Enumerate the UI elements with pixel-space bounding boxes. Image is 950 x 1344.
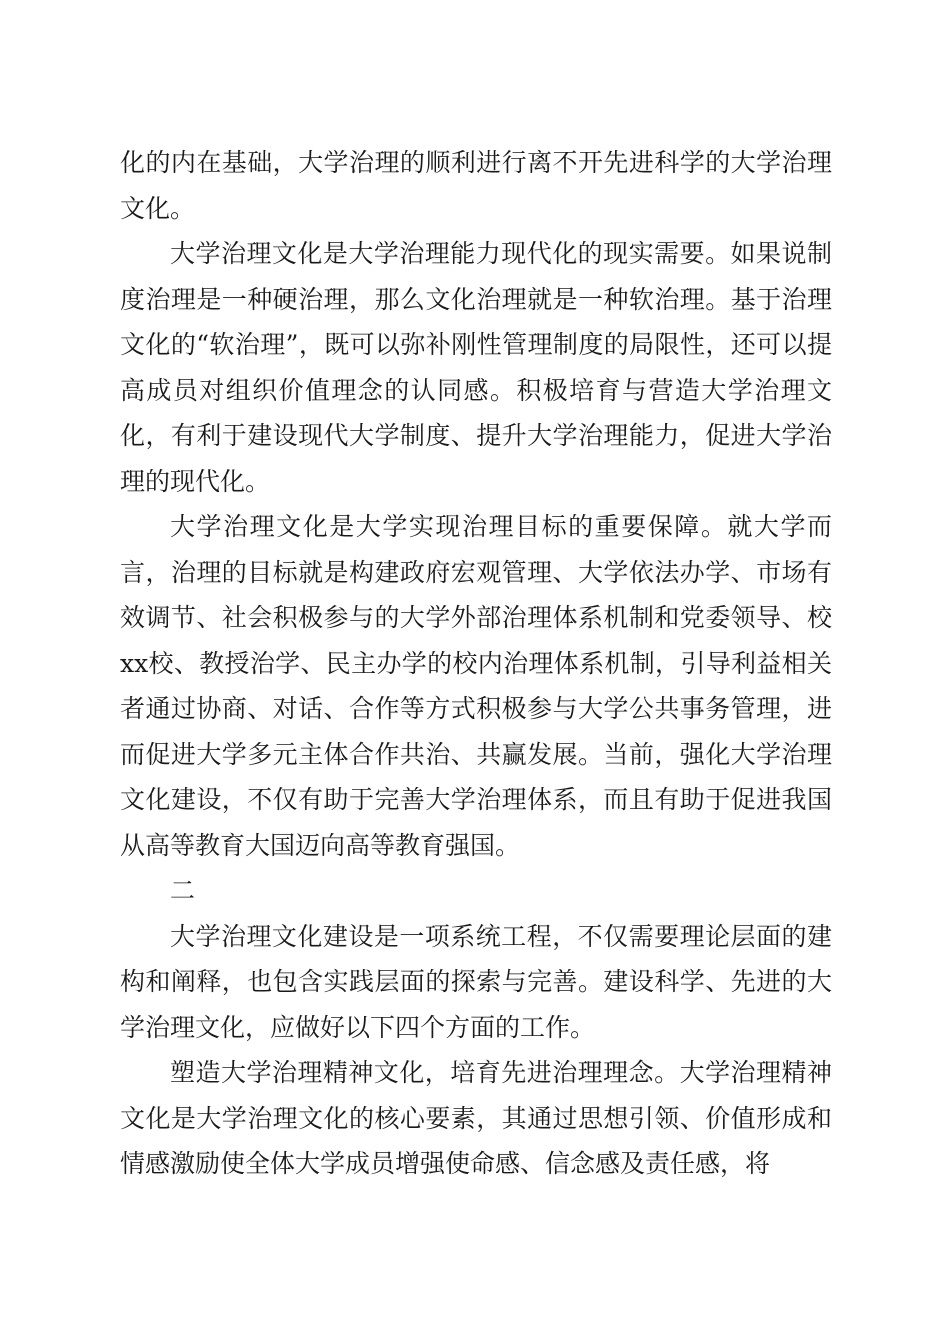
paragraph-spiritual-culture: 塑造大学治理精神文化，培育先进治理理念。大学治理精神文化是大学治理文化的核心要素，其通过思想引领、价值形成和情感激励使全体大学成员增强使命感、信念感及责任感，将: [120, 1058, 832, 1178]
paragraph-governance-goals: 大学治理文化是大学实现治理目标的重要保障。就大学而言，治理的目标就是构建政府宏观管理、大学依法办学、市场有效调节、社会积极参与的大学外部治理体系机制和党委领导、校xx校、教授治学、民主办学的校内治理体系机制，引导利益相关者通过协商、对话、合作等方式积极参与大学公共事务管理，进而促进大学多元主体合作共治、共赢发展。当前，强化大学治理文化建设，不仅有助于完善大学治理体系，而且有助于促进我国从高等教育大国迈向高等教育强国。: [120, 512, 832, 860]
paragraph-governance-capacity: 大学治理文化是大学治理能力现代化的现实需要。如果说制度治理是一种硬治理，那么文化治理就是一种软治理。基于治理文化的“软治理”，既可以弥补刚性管理制度的局限性，还可以提高成员对组织价值理念的认同感。积极培育与营造大学治理文化，有利于建设现代大学制度、提升大学治理能力，促进大学治理的现代化。: [120, 239, 832, 496]
paragraph-continuation: 化的内在基础，大学治理的顺利进行离不开先进科学的大学治理文化。: [120, 148, 832, 223]
document-body: [120, 140, 832, 1187]
paragraph-system-engineering: 大学治理文化建设是一项系统工程，不仅需要理论层面的建构和阐释，也包含实践层面的探索与完善。建设科学、先进的大学治理文化，应做好以下四个方面的工作。: [120, 921, 832, 1042]
section-heading-two: 二: [170, 876, 196, 905]
